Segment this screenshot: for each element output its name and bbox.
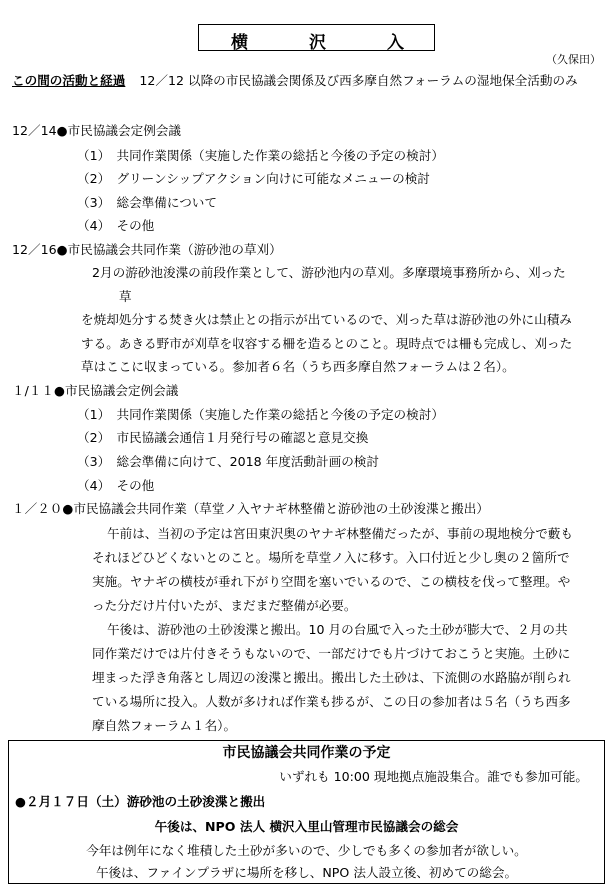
schedule-line: 今年は例年になく堆積した土砂が多いので、少しでも多くの参加者が欲しい。 — [86, 843, 527, 858]
paragraph-line: 埋まった浮き角落とし周辺の浚渫と搬出。搬出した土砂は、下流側の水路脇が削られ — [92, 670, 571, 685]
paragraph-line: 午後は、游砂池の土砂浚渫と搬出。10 月の台風で入った土砂が膨大で、２月の共 — [107, 622, 568, 637]
schedule-box — [8, 740, 605, 884]
list-item: （3） 総会準備について — [77, 195, 217, 210]
paragraph-line: それほどひどくないとのこと。場所を草堂ノ入に移す。入口付近と少し奥の２箇所で — [92, 550, 570, 565]
paragraph-line: 草 — [119, 289, 132, 304]
schedule-note: いずれも 10:00 現地拠点施設集合。誰でも参加可能。 — [279, 769, 588, 784]
paragraph-line: 摩自然フォーラム１名）。 — [92, 718, 237, 733]
schedule-title: 市民協議会共同作業の予定 — [222, 745, 391, 761]
paragraph-line: 午前は、当初の予定は宮田東沢奥のヤナギ林整備だったが、事前の現地検分で藪も — [107, 526, 573, 541]
entry-head: 12／14●市民協議会定例会議 — [12, 123, 181, 138]
paragraph-line: を焼却処分する焚き火は禁止との指示が出ているので、刈った草は游砂池の外に山積み — [81, 312, 572, 327]
title-box — [198, 24, 435, 51]
list-item: （4） その他 — [77, 478, 155, 493]
list-item: （2） 市民協議会通信１月発行号の確認と意見交換 — [77, 430, 369, 445]
paragraph-line: ている場所に投入。人数が多ければ作業も捗るが、この日の参加者は５名（うち西多 — [92, 694, 571, 709]
list-item: （4） その他 — [77, 218, 155, 233]
summary-line — [12, 73, 578, 89]
author: （久保田） — [546, 53, 601, 66]
paragraph-line: った分だけ片付いたが、まだまだ整備が必要。 — [92, 598, 357, 613]
paragraph-line: 2月の游砂池浚渫の前段作業として、游砂池内の草刈。多摩環境事務所から、刈った — [92, 265, 566, 280]
list-item: （1） 共同作業関係（実施した作業の総括と今後の予定の検討） — [77, 148, 444, 163]
list-item: （3） 総会準備に向けて、2018 年度活動計画の検討 — [77, 454, 379, 469]
schedule-event: ●２月１７日（土）游砂池の土砂浚渫と搬出 — [15, 794, 266, 809]
title-char-3: 入 — [387, 33, 404, 53]
summary-text: 12／12 以降の市民協議会関係及び西多摩自然フォーラムの湿地保全活動のみ — [139, 73, 578, 88]
list-item: （1） 共同作業関係（実施した作業の総括と今後の予定の検討） — [77, 407, 444, 422]
list-item: （2） グリーンシップアクション向けに可能なメニューの検討 — [77, 171, 430, 186]
title-char-2: 沢 — [309, 33, 326, 53]
schedule-line: 午後は、ファインプラザに場所を移し、NPO 法人設立後、初めての総会。 — [95, 865, 518, 880]
summary-heading: この間の活動と経過 — [12, 73, 126, 88]
title-char-1: 横 — [231, 33, 248, 53]
schedule-sub: 午後は、NPO 法人 横沢入里山管理市民協議会の総会 — [154, 819, 459, 834]
paragraph-line: 草はここに収まっている。参加者６名（うち西多摩自然フォーラムは２名）。 — [81, 359, 515, 374]
paragraph-line: 同作業だけでは片付きそうもないので、一部だけでも片づけておこうと実施。土砂に — [92, 646, 571, 661]
entry-head: １／２０●市民協議会共同作業（草堂ノ入ヤナギ林整備と游砂池の土砂浚渫と搬出） — [12, 501, 489, 516]
paragraph-line: する。あきる野市が刈草を収容する柵を造るとのこと。現時点では柵も完成し、刈った — [81, 336, 573, 351]
entry-head: １/１１●市民協議会定例会議 — [12, 383, 179, 398]
entry-head: 12／16●市民協議会共同作業（游砂池の草刈） — [12, 242, 282, 257]
paragraph-line: 実施。ヤナギの横枝が垂れ下がり空間を塞いでいるので、この横枝を伐って整理。や — [92, 574, 571, 589]
